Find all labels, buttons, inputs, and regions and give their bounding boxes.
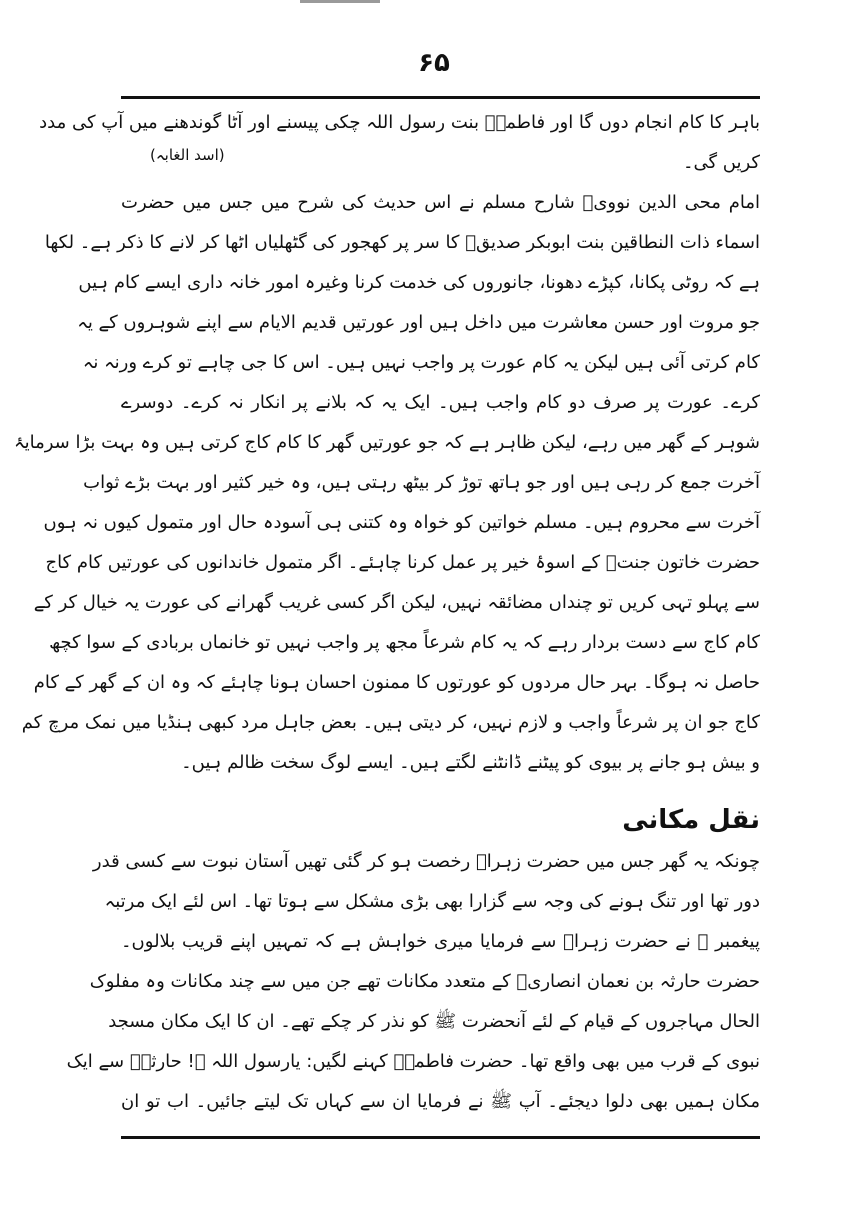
text-line: امام محی الدین نوویؒ شارح مسلم نے اس حدیث کی شرح میں جس میں حضرت bbox=[121, 192, 760, 213]
text-line: کریں گی۔ bbox=[682, 152, 760, 173]
text-line: ہے کہ روٹی پکانا، کپڑے دھونا، جانوروں کی خدمت کرنا وغیرہ امور خانہ داری ایسے کام ہیں bbox=[78, 272, 760, 293]
text-line: اسماء ذات النطاقین بنت ابوبکر صدیقؓ کا سر پر کھجور کی گٹھلیاں اٹھا کر لانے کا ذکر ہے۔ لکھا bbox=[44, 232, 760, 253]
text-line: حاصل نہ ہوگا۔ بہر حال مردوں کو عورتوں کا ممنون احسان ہونا چاہئے کہ وہ ان کے گھر کے کام bbox=[33, 672, 760, 693]
paragraph-3 bbox=[66, 842, 760, 1122]
text-line: حضرت خاتون جنتؓ کے اسوۂ خیر پر عمل کرنا چاہئے۔ اگر متمول خاندانوں کی عورتیں کام کاج bbox=[45, 552, 760, 573]
text-line: باہر کا کام انجام دوں گا اور فاطمہؓ بنت رسول اللہ چکی پیسنے اور آٹا گوندھنے میں آپ کی مدد bbox=[39, 112, 760, 133]
text-line: کام کرتی آئی ہیں لیکن یہ کام عورت پر واجب نہیں ہیں۔ اس کا جی چاہے تو کرے ورنہ نہ bbox=[82, 352, 760, 373]
top-scan-mark bbox=[300, 0, 380, 3]
section-heading: نقل مکانی bbox=[622, 805, 760, 835]
page-number: ۶۵ bbox=[418, 48, 450, 78]
text-line: پیغمبر ﷺ نے حضرت زہراؓ سے فرمایا میری خواہش ہے کہ تمہیں اپنے قریب بلالوں۔ bbox=[121, 931, 760, 952]
paragraph-2 bbox=[14, 183, 760, 783]
text-line: نبوی کے قرب میں بھی واقع تھا۔ حضرت فاطمہؓ کہنے لگیں: یارسول اللہ ﷺ! حارثہؓ سے ایک bbox=[66, 1051, 760, 1072]
text-line: سے پہلو تہی کریں تو چنداں مضائقہ نہیں، لیکن اگر کسی غریب گھرانے کی عورت یہ خیال کر کے bbox=[33, 592, 760, 613]
text-line: جو مروت اور حسن معاشرت میں داخل ہیں اور عورتیں قدیم الایام سے اپنے شوہروں کے یہ bbox=[77, 312, 760, 333]
text-line: آخرت جمع کر رہی ہیں اور جو ہاتھ توڑ کر بیٹھ رہتی ہیں، وہ خیر کثیر اور بہت بڑے ثواب bbox=[83, 472, 760, 493]
text-line: الحال مہاجروں کے قیام کے لئے آنحضرت ﷺ کو نذر کر چکے تھے۔ ان کا ایک مکان مسجد bbox=[108, 1011, 760, 1032]
footer-rule bbox=[121, 1136, 760, 1139]
text-line: و بیش ہو جانے پر بیوی کو پیٹنے ڈانٹنے لگتے ہیں۔ ایسے لوگ سخت ظالم ہیں۔ bbox=[181, 752, 760, 773]
text-line: آخرت سے محروم ہیں۔ مسلم خواتین کو خواہ وہ کتنی ہی آسودہ حال اور متمول کیوں نہ ہوں bbox=[43, 512, 760, 533]
text-line: کرے۔ عورت پر صرف دو کام واجب ہیں۔ ایک یہ کہ بلانے پر انکار نہ کرے۔ دوسرے bbox=[121, 392, 760, 413]
text-line: شوہر کے گھر میں رہے، لیکن ظاہر ہے کہ جو عورتیں گھر کا کام کاج کرتی ہیں وہ بہت بڑا سرمایۂ bbox=[14, 432, 760, 453]
text-line: دور تھا اور تنگ ہونے کی وجہ سے گزارا بھی بڑی مشکل سے ہوتا تھا۔ اس لئے ایک مرتبہ bbox=[104, 891, 760, 912]
text-line: کاج جو ان پر شرعاً واجب و لازم نہیں، کر دیتی ہیں۔ بعض جاہل مرد کبھی ہنڈیا میں نمک مرچ کم bbox=[21, 712, 760, 733]
header-rule bbox=[121, 96, 760, 99]
text-line: چونکہ یہ گھر جس میں حضرت زہراؓ رخصت ہو کر گئی تھیں آستان نبوت سے کسی قدر bbox=[92, 851, 760, 872]
text-line: کام کاج سے دست بردار رہے کہ یہ کام شرعاً مجھ پر واجب نہیں تو خانماں بربادی کے سوا کچھ bbox=[49, 632, 760, 653]
source-reference: (اسد الغابہ) bbox=[150, 146, 225, 164]
text-line: مکان ہمیں بھی دلوا دیجئے۔ آپ ﷺ نے فرمایا ان سے کہاں تک لیتے جائیں۔ اب تو ان bbox=[121, 1091, 760, 1112]
text-line: حضرت حارثہ بن نعمان انصاریؓ کے متعدد مکانات تھے جن میں سے چند مکانات وہ مفلوک bbox=[89, 971, 760, 992]
